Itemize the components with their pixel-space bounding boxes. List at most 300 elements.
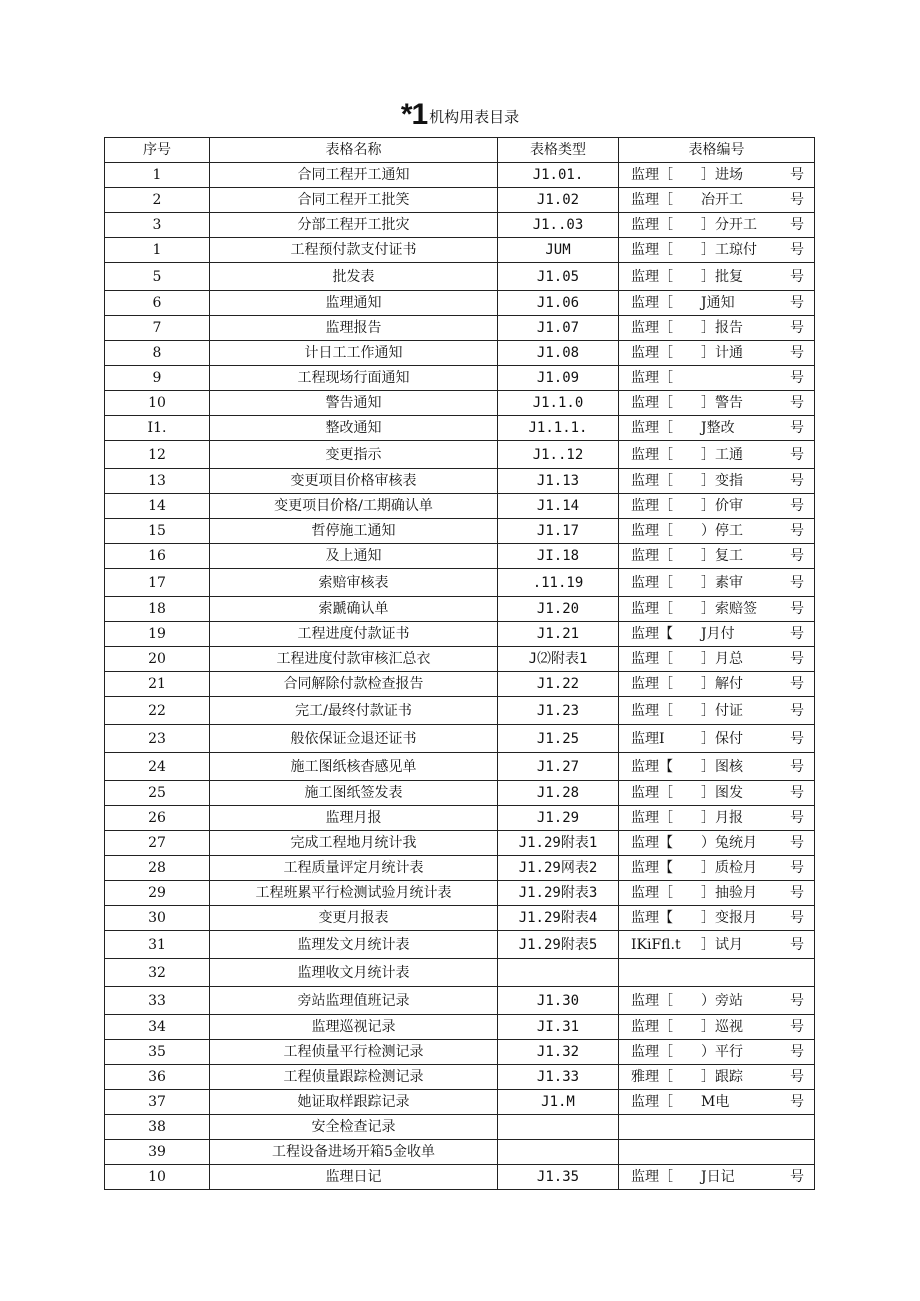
row-code (619, 1115, 815, 1140)
row-code (619, 959, 815, 987)
row-name: 监理通知 (210, 291, 498, 316)
code-prefix: 监理［ (631, 1094, 673, 1110)
row-type: J1.33 (498, 1065, 619, 1090)
row-name: 索赔审核表 (210, 569, 498, 597)
code-prefix: 监理［ (631, 370, 673, 386)
code-suffix: 号 (790, 548, 804, 564)
row-seq: 20 (105, 647, 210, 672)
row-code (619, 544, 815, 569)
row-seq: 25 (105, 781, 210, 806)
row-seq: 16 (105, 544, 210, 569)
row-type: J1.06 (498, 291, 619, 316)
row-code (619, 441, 815, 469)
row-type: J1.29 (498, 806, 619, 831)
row-type: J1.02 (498, 188, 619, 213)
code-label: ］解付 (701, 676, 743, 692)
row-name: 旁站监理值班记录 (210, 987, 498, 1015)
code-prefix: 监理［ (631, 473, 673, 489)
table-row (105, 697, 815, 725)
row-seq: 23 (105, 725, 210, 753)
row-code (619, 391, 815, 416)
row-type: J1.14 (498, 494, 619, 519)
row-type (498, 1115, 619, 1140)
row-seq: 30 (105, 906, 210, 931)
code-label: ］保付 (701, 730, 743, 747)
row-code (619, 906, 815, 931)
code-label: 冶开工 (701, 192, 743, 208)
code-label: ］付证 (701, 702, 743, 719)
row-type: J⑵附表1 (498, 647, 619, 672)
row-code (619, 494, 815, 519)
row-type: J1.29附表5 (498, 931, 619, 959)
row-code (619, 856, 815, 881)
row-name: 监理日记 (210, 1165, 498, 1190)
row-code (619, 569, 815, 597)
row-seq: 1 (105, 238, 210, 263)
table-header-row (105, 138, 815, 163)
row-name: 变更月报表 (210, 906, 498, 931)
row-name: 变更项目价格/工期确认单 (210, 494, 498, 519)
code-prefix: 监理［ (631, 523, 673, 539)
row-type (498, 959, 619, 987)
code-suffix: 号 (790, 395, 804, 411)
code-suffix: 号 (790, 295, 804, 311)
row-type: J1.32 (498, 1040, 619, 1065)
row-seq: 34 (105, 1015, 210, 1040)
code-label: ）平行 (701, 1044, 743, 1060)
header-code: 表格编号 (619, 138, 815, 163)
code-label: ］抽验月 (701, 885, 757, 901)
row-name: 监理巡视记录 (210, 1015, 498, 1040)
row-seq: 35 (105, 1040, 210, 1065)
code-suffix: 号 (790, 1019, 804, 1035)
code-label: J通知 (701, 295, 735, 311)
row-name: 工程侦量跟踪检测记录 (210, 1065, 498, 1090)
row-seq: 12 (105, 441, 210, 469)
row-type: J1.17 (498, 519, 619, 544)
table-row (105, 725, 815, 753)
code-suffix: 号 (790, 810, 804, 826)
code-suffix: 号 (790, 676, 804, 692)
code-suffix: 号 (790, 835, 804, 851)
row-type: J1.28 (498, 781, 619, 806)
table-row (105, 441, 815, 469)
row-seq: 18 (105, 597, 210, 622)
code-prefix: 监理［ (631, 702, 673, 719)
row-name: 哲停施工通知 (210, 519, 498, 544)
row-type: J1..12 (498, 441, 619, 469)
code-suffix: 号 (790, 1044, 804, 1060)
row-type: J1.21 (498, 622, 619, 647)
table-row (105, 931, 815, 959)
row-code (619, 1140, 815, 1165)
row-code (619, 213, 815, 238)
row-name: 监理发文月统计表 (210, 931, 498, 959)
code-prefix: 监理【 (631, 758, 673, 775)
code-prefix: 监理【 (631, 626, 673, 642)
row-type: JUM (498, 238, 619, 263)
row-seq: 9 (105, 366, 210, 391)
row-name: 工程班累平行检测试验月统计表 (210, 881, 498, 906)
code-suffix: 号 (790, 1094, 804, 1110)
code-label: ］批复 (701, 268, 743, 285)
code-suffix: 号 (790, 370, 804, 386)
row-code (619, 672, 815, 697)
row-code (619, 647, 815, 672)
code-prefix: 监理［ (631, 242, 673, 258)
row-name: 变更项目价格审核表 (210, 469, 498, 494)
code-label: ］试月 (701, 936, 743, 953)
row-type: J1.1.0 (498, 391, 619, 416)
row-code (619, 366, 815, 391)
row-seq: 24 (105, 753, 210, 781)
table-row (105, 519, 815, 544)
row-name: 工程预付款支付证书 (210, 238, 498, 263)
row-seq: 29 (105, 881, 210, 906)
code-label: ］月报 (701, 810, 743, 826)
row-name: 监理收文月统计表 (210, 959, 498, 987)
code-label: J整改 (701, 420, 735, 436)
row-seq: 38 (105, 1115, 210, 1140)
row-type: J1.30 (498, 987, 619, 1015)
row-code (619, 188, 815, 213)
table-row (105, 959, 815, 987)
code-label: ］月总 (701, 651, 743, 667)
row-code (619, 831, 815, 856)
row-code (619, 725, 815, 753)
code-suffix: 号 (790, 860, 804, 876)
row-name: 合同工程开工批笑 (210, 188, 498, 213)
table-row (105, 831, 815, 856)
code-prefix: 监理【 (631, 910, 673, 926)
row-seq: 22 (105, 697, 210, 725)
code-prefix: 监理［ (631, 320, 673, 336)
row-code (619, 1165, 815, 1190)
row-name: 施工图纸核杳感见单 (210, 753, 498, 781)
code-prefix: 监理【 (631, 860, 673, 876)
code-suffix: 号 (790, 936, 804, 953)
row-code (619, 316, 815, 341)
table-row (105, 856, 815, 881)
row-code (619, 341, 815, 366)
table-row (105, 1065, 815, 1090)
code-suffix: 号 (790, 320, 804, 336)
row-type: J1.05 (498, 263, 619, 291)
table-row (105, 416, 815, 441)
row-type: J1.25 (498, 725, 619, 753)
row-type: J1.29附表3 (498, 881, 619, 906)
code-label: M电 (701, 1094, 730, 1110)
row-code (619, 1065, 815, 1090)
code-suffix: 号 (790, 1069, 804, 1085)
table-row (105, 1140, 815, 1165)
table-row (105, 881, 815, 906)
table-row (105, 672, 815, 697)
table-row (105, 781, 815, 806)
row-seq: 37 (105, 1090, 210, 1115)
code-prefix: 监理［ (631, 1044, 673, 1060)
table-row (105, 906, 815, 931)
code-suffix: 号 (790, 473, 804, 489)
row-seq: 5 (105, 263, 210, 291)
table-row (105, 391, 815, 416)
row-type: J1.1.1. (498, 416, 619, 441)
code-suffix: 号 (790, 730, 804, 747)
code-suffix: 号 (790, 345, 804, 361)
row-type: J1.09 (498, 366, 619, 391)
code-label: ］价审 (701, 498, 743, 514)
header-type: 表格类型 (498, 138, 619, 163)
row-seq: 19 (105, 622, 210, 647)
row-code (619, 291, 815, 316)
row-name: 及上通知 (210, 544, 498, 569)
row-code (619, 263, 815, 291)
table-row (105, 263, 815, 291)
table-row (105, 1090, 815, 1115)
code-suffix: 号 (790, 1169, 804, 1185)
table-row (105, 987, 815, 1015)
row-name: 完成工程地月统计我 (210, 831, 498, 856)
code-prefix: 监理［ (631, 395, 673, 411)
table-row (105, 806, 815, 831)
row-type: .11.19 (498, 569, 619, 597)
table-row (105, 569, 815, 597)
code-prefix: 监理［ (631, 810, 673, 826)
row-code (619, 469, 815, 494)
code-suffix: 号 (790, 702, 804, 719)
table-row (105, 291, 815, 316)
row-seq: 15 (105, 519, 210, 544)
code-label: ］分开工 (701, 217, 757, 233)
row-code (619, 881, 815, 906)
table-row (105, 316, 815, 341)
row-seq: 26 (105, 806, 210, 831)
code-label: ］索赔签 (701, 601, 757, 617)
code-prefix: 监理［ (631, 498, 673, 514)
code-suffix: 号 (790, 910, 804, 926)
table-row (105, 494, 815, 519)
row-type: J1.01. (498, 163, 619, 188)
code-label: ］跟踪 (701, 1069, 743, 1085)
code-prefix: 监理［ (631, 548, 673, 564)
row-type: J1.22 (498, 672, 619, 697)
table-row (105, 647, 815, 672)
table-row (105, 238, 815, 263)
row-type: J1.29附表4 (498, 906, 619, 931)
row-seq: 2 (105, 188, 210, 213)
row-type: J1.20 (498, 597, 619, 622)
code-prefix: 监理［ (631, 268, 673, 285)
table-body (105, 163, 815, 1190)
row-code (619, 622, 815, 647)
row-name: 索蹏确认单 (210, 597, 498, 622)
code-label: ］素审 (701, 574, 743, 591)
code-prefix: 雅理［ (631, 1069, 673, 1085)
row-seq: 8 (105, 341, 210, 366)
code-label: ］图发 (701, 785, 743, 801)
row-name: 合同解除付款检查报告 (210, 672, 498, 697)
row-name: 监理报告 (210, 316, 498, 341)
row-code (619, 1040, 815, 1065)
code-suffix: 号 (790, 885, 804, 901)
code-prefix: 监理［ (631, 676, 673, 692)
code-prefix: 监理［ (631, 1169, 673, 1185)
code-label: ］巡视 (701, 1019, 743, 1035)
header-name: 表格名称 (210, 138, 498, 163)
row-name: 工程质量评定月统计表 (210, 856, 498, 881)
code-prefix: 监理［ (631, 446, 673, 463)
row-code (619, 697, 815, 725)
row-seq: 10 (105, 1165, 210, 1190)
row-name: 计日工工作通知 (210, 341, 498, 366)
row-seq: 33 (105, 987, 210, 1015)
code-prefix: 监理I (631, 730, 665, 747)
row-seq: 17 (105, 569, 210, 597)
row-name: 整改通知 (210, 416, 498, 441)
row-name: 施工图纸签发表 (210, 781, 498, 806)
title-text: 机构用表目录 (429, 108, 520, 126)
code-prefix: 监理［ (631, 992, 673, 1009)
table-row (105, 1115, 815, 1140)
row-seq: 28 (105, 856, 210, 881)
row-name: 合同工程开工通知 (210, 163, 498, 188)
row-seq: 10 (105, 391, 210, 416)
row-seq: 3 (105, 213, 210, 238)
table-row (105, 469, 815, 494)
code-label: ］图核 (701, 758, 743, 775)
row-type: J1.08 (498, 341, 619, 366)
code-suffix: 号 (790, 626, 804, 642)
row-code (619, 1015, 815, 1040)
code-suffix: 号 (790, 242, 804, 258)
row-seq: 32 (105, 959, 210, 987)
code-label: ］变报月 (701, 910, 757, 926)
row-type: J1..03 (498, 213, 619, 238)
table-row (105, 544, 815, 569)
row-seq: 39 (105, 1140, 210, 1165)
code-suffix: 号 (790, 268, 804, 285)
table-row (105, 753, 815, 781)
row-type: J1.M (498, 1090, 619, 1115)
code-label: ）停工 (701, 523, 743, 539)
code-prefix: 监理【 (631, 835, 673, 851)
code-label: J日记 (701, 1169, 735, 1185)
code-prefix: IKiFfl.t (631, 936, 681, 953)
row-name: 变更指示 (210, 441, 498, 469)
row-type (498, 1140, 619, 1165)
row-type: J1.35 (498, 1165, 619, 1190)
row-code (619, 1090, 815, 1115)
code-label: ）兔统月 (701, 835, 757, 851)
row-name: 工程现场行面通知 (210, 366, 498, 391)
table-row (105, 622, 815, 647)
row-type: J1.29网表2 (498, 856, 619, 881)
code-prefix: 监理［ (631, 651, 673, 667)
row-name: 批发表 (210, 263, 498, 291)
code-prefix: 监理［ (631, 574, 673, 591)
code-suffix: 号 (790, 574, 804, 591)
row-type: JI.31 (498, 1015, 619, 1040)
row-seq: 31 (105, 931, 210, 959)
row-seq: 14 (105, 494, 210, 519)
row-seq: 13 (105, 469, 210, 494)
code-label: ］计通 (701, 345, 743, 361)
code-label: ］变指 (701, 473, 743, 489)
row-code (619, 597, 815, 622)
row-seq: I1. (105, 416, 210, 441)
code-suffix: 号 (790, 785, 804, 801)
table-row (105, 188, 815, 213)
row-type: J1.07 (498, 316, 619, 341)
title-mark: *1 (400, 98, 428, 131)
code-suffix: 号 (790, 217, 804, 233)
row-code (619, 781, 815, 806)
row-name: 分部工程开工批灾 (210, 213, 498, 238)
code-prefix: 监理［ (631, 1019, 673, 1035)
code-prefix: 监理［ (631, 167, 673, 183)
row-seq: 21 (105, 672, 210, 697)
row-seq: 36 (105, 1065, 210, 1090)
page-title (0, 98, 920, 132)
code-suffix: 号 (790, 601, 804, 617)
code-prefix: 监理［ (631, 885, 673, 901)
code-suffix: 号 (790, 651, 804, 667)
row-type: J1.29附表1 (498, 831, 619, 856)
code-prefix: 监理［ (631, 601, 673, 617)
row-code (619, 931, 815, 959)
code-label: ］质检月 (701, 860, 757, 876)
row-name: 安全检查记录 (210, 1115, 498, 1140)
row-name: 警告通知 (210, 391, 498, 416)
row-name: 监理月报 (210, 806, 498, 831)
row-code (619, 987, 815, 1015)
table-row (105, 366, 815, 391)
table-row (105, 341, 815, 366)
row-code (619, 806, 815, 831)
code-suffix: 号 (790, 192, 804, 208)
row-name: 工程进度付款证书 (210, 622, 498, 647)
code-prefix: 监理［ (631, 192, 673, 208)
code-suffix: 号 (790, 992, 804, 1009)
row-seq: 27 (105, 831, 210, 856)
code-suffix: 号 (790, 523, 804, 539)
header-seq: 序号 (105, 138, 210, 163)
row-name: 工程进度付款审核汇总衣 (210, 647, 498, 672)
code-suffix: 号 (790, 420, 804, 436)
table-row (105, 213, 815, 238)
code-suffix: 号 (790, 498, 804, 514)
code-label: ］工琼付 (701, 242, 757, 258)
row-name: 般依保证佥退还证书 (210, 725, 498, 753)
code-label: ］复工 (701, 548, 743, 564)
row-seq: 7 (105, 316, 210, 341)
row-code (619, 753, 815, 781)
row-name: 工程侦量平行检测记录 (210, 1040, 498, 1065)
row-code (619, 416, 815, 441)
table-row (105, 163, 815, 188)
row-type: J1.23 (498, 697, 619, 725)
code-suffix: 号 (790, 446, 804, 463)
code-prefix: 监理［ (631, 217, 673, 233)
code-label: ］工通 (701, 446, 743, 463)
row-type: JI.18 (498, 544, 619, 569)
code-label: ］报告 (701, 320, 743, 336)
row-code (619, 238, 815, 263)
row-type: J1.27 (498, 753, 619, 781)
code-label: ］警告 (701, 395, 743, 411)
row-code (619, 519, 815, 544)
table-row (105, 597, 815, 622)
